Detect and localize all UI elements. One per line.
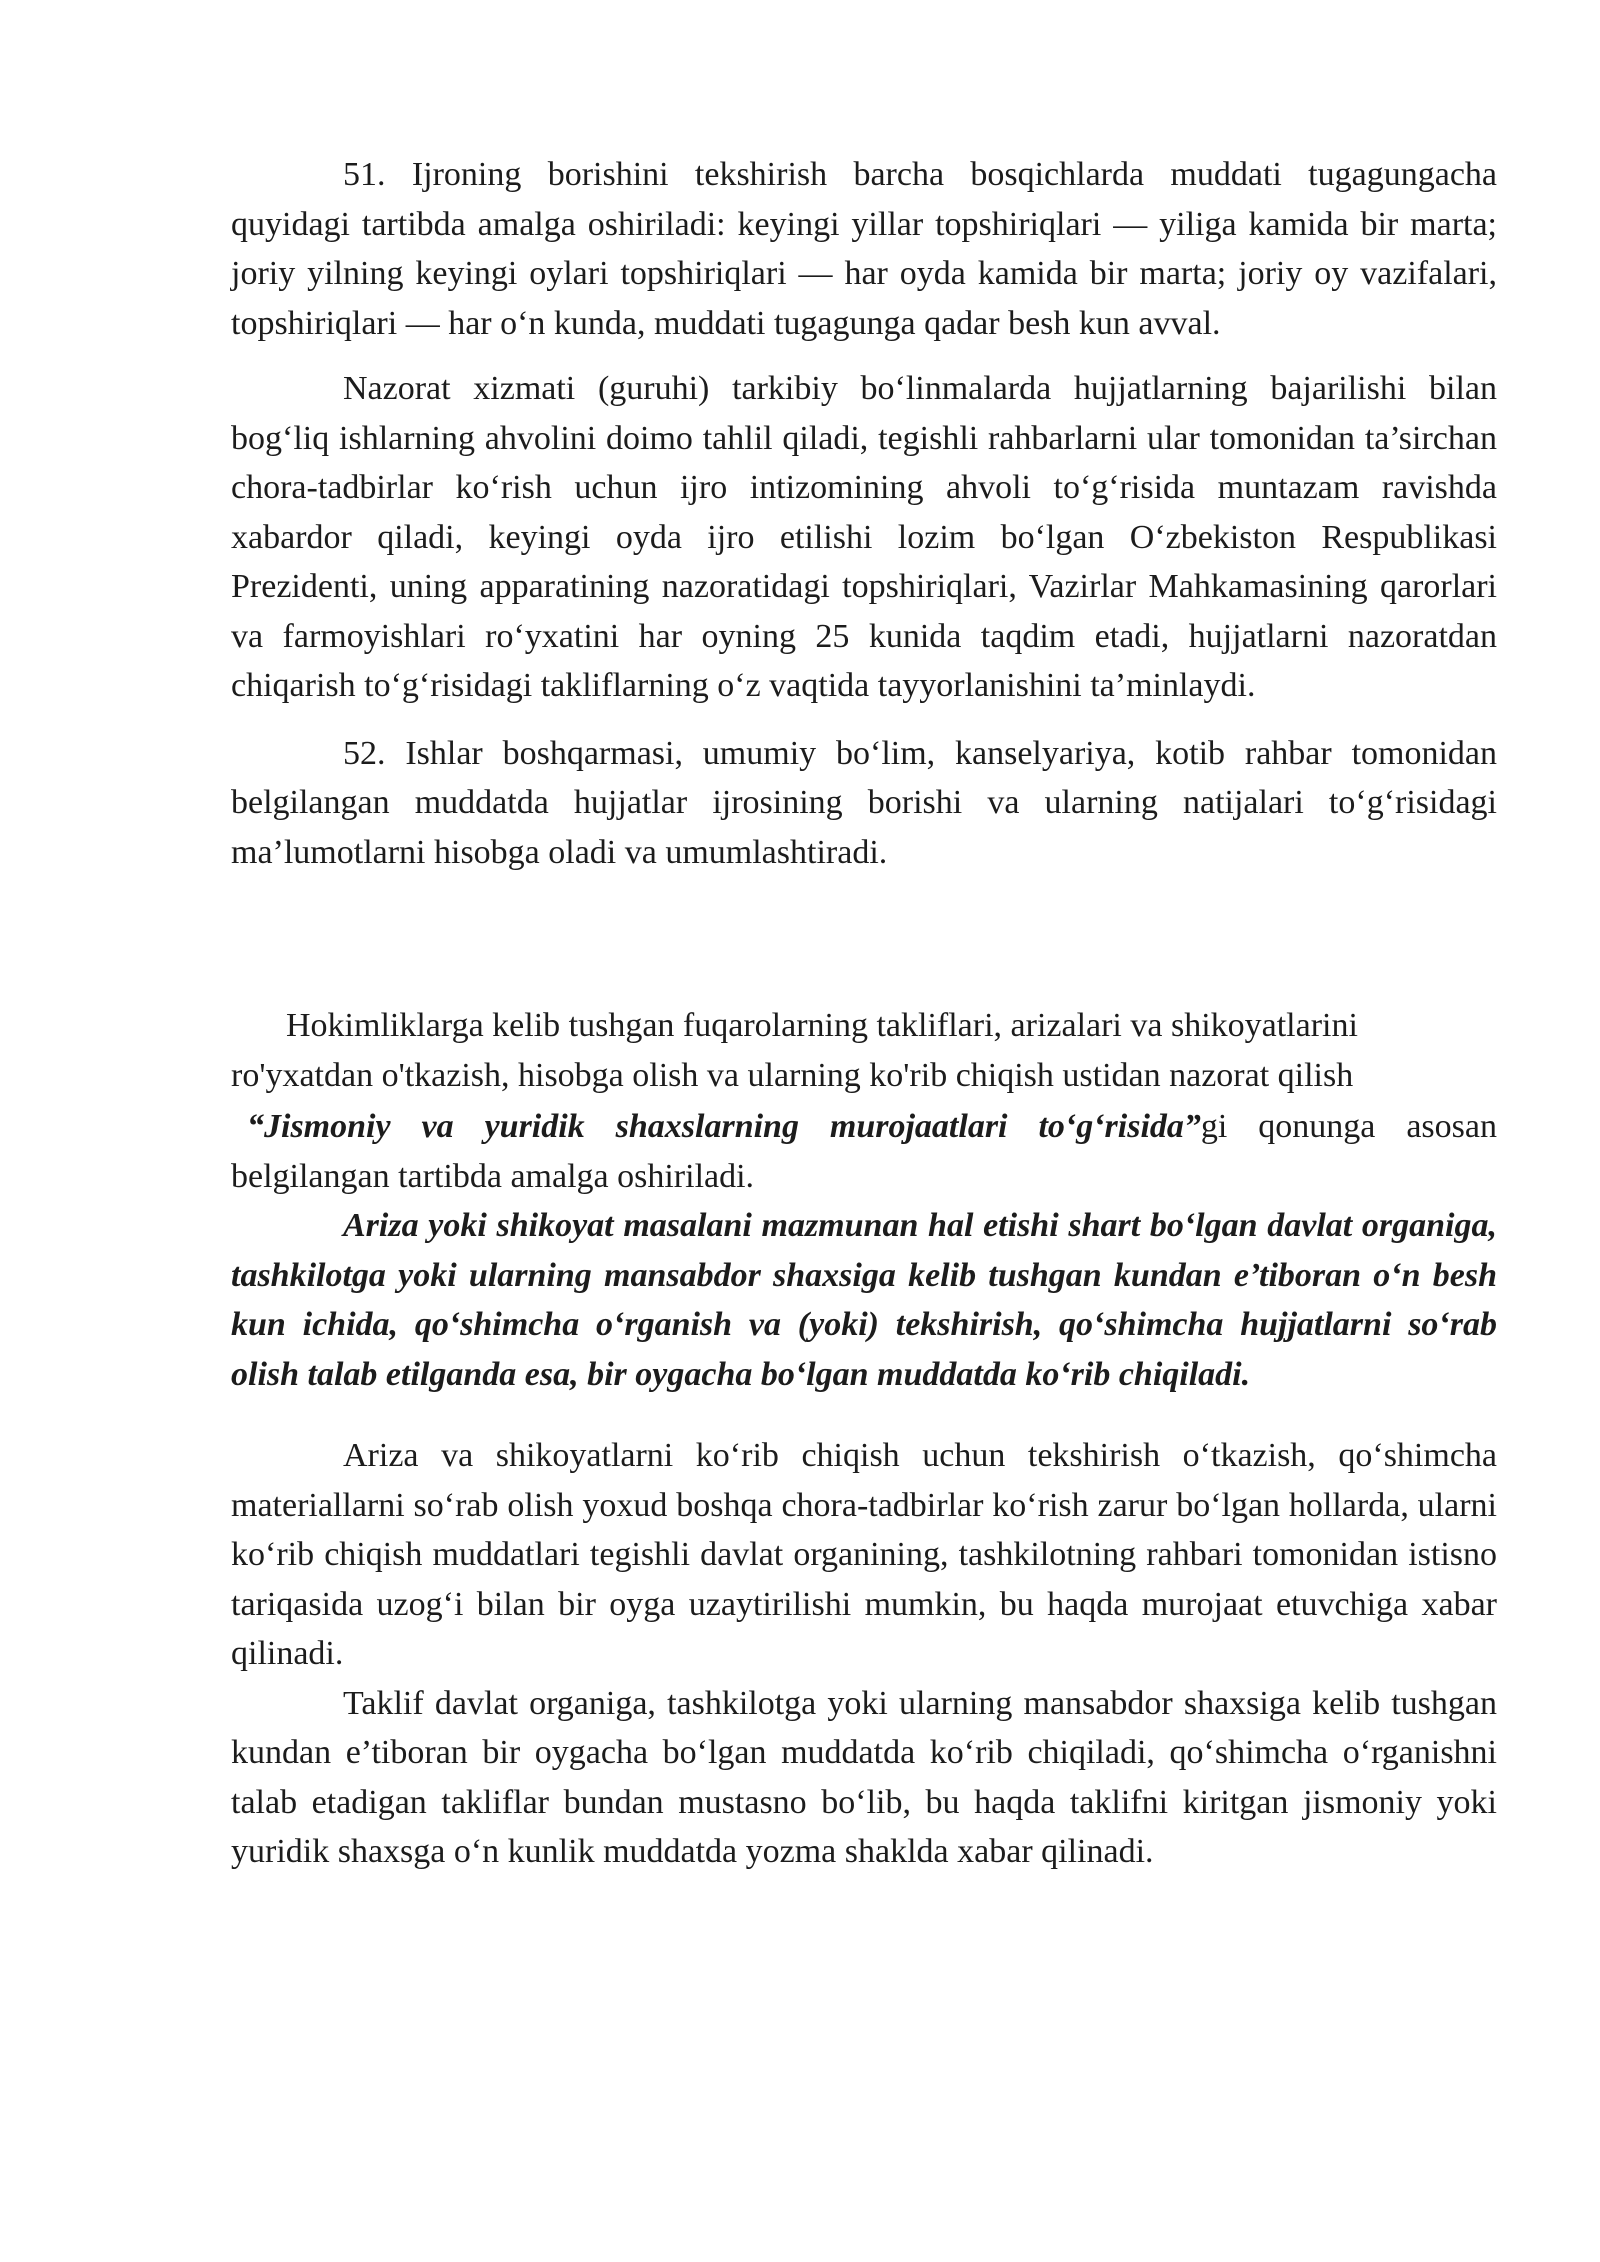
paragraph-ariza-shikoyat-uzaytirish: Ariza va shikoyatlarni ko‘rib chiqish uchun tekshirish o‘tkazish, qo‘shimcha materiallarni so‘rab olish yoxud boshqa chora-tadbirlar ko‘rish zarur bo‘lgan hollarda, ularni ko‘rib chiqish muddatlari tegishli davlat organining, tashkilotning rahbari tomonidan istisno tariqasida uzog‘i bilan bir oyga uzaytirilishi mumkin, bu haqda murojaat etuvchiga xabar qilinadi. [231,1437,1497,1672]
law-title: “Jismoniy va yuridik shaxslarning murojaatlari to‘g‘risida” [247,1108,1201,1145]
paragraph-law-reference [231,1102,1497,1201]
paragraph-nazorat-xizmati: Nazorat xizmati (guruhi) tarkibiy bo‘linmalarda hujjatlarning bajarilishi bilan bog‘liq ishlarning ahvolini doimo tahlil qiladi, tegishli rahbarlarni ular tomonidan ta’sirchan chora-tadbirlar ko‘rish uchun ijro intizomining ahvoli to‘g‘risida muntazam ravishda xabardor qiladi, keyingi oyda ijro etilishi lozim bo‘lgan O‘zbekiston Respublikasi Prezidenti, uning apparatining nazoratidagi topshiriqlari, Vazirlar Mahkamasining qarorlari va farmoyishlari ro‘yxatini har oyning 25 kunida taqdim etadi, hujjatlarni nazoratdan chiqarish to‘g‘risidagi takliflarning o‘z vaqtida tayyorlanishini ta’minlaydi. [231,370,1497,704]
paragraph-taklif: Taklif davlat organiga, tashkilotga yoki ularning mansabdor shaxsiga kelib tushgan kundan e’tiboran bir oygacha bo‘lgan muddatda ko‘rib chiqiladi, qo‘shimcha o‘rganishni talab etadigan takliflar bundan mustasno bo‘lib, bu haqda taklifni kiritgan jismoniy yoki yuridik shaxsga o‘n kunlik muddatda yozma shaklda xabar qilinadi. [231,1684,1497,1870]
law-reference-rest: gi qonunga asosan belgilangan tartibda amalga oshiriladi. [231,1108,1497,1195]
paragraph-ariza-muddati: Ariza yoki shikoyat masalani mazmunan hal etishi shart bo‘lgan davlat organiga, tashkilotga yoki ularning mansabdor shaxsiga kelib tushgan kundan e’tiboran o‘n besh kun ichida, qo‘shimcha o‘rganish va (yoki) tekshirish, qo‘shimcha hujjatlarni so‘rab olish talab etilganda esa, bir oygacha bo‘lgan muddatda ko‘rib chiqiladi. [231,1207,1497,1393]
paragraph-hokimliklar: Hokimliklarga kelib tushgan fuqarolarning takliflari, arizalari va shikoyatlarini ro'yxatdan o'tkazish, hisobga olish va ularning ko'rib chiqish ustidan nazorat qilish [231,1007,1358,1094]
paragraph-51: 51. Ijroning borishini tekshirish barcha bosqichlarda muddati tugagungacha quyidagi tartibda amalga oshiriladi: keyingi yillar topshiriqlari — yiliga kamida bir marta; joriy yilning keyingi oylari topshiriqlari — har oyda kamida bir marta; joriy oy vazifalari, topshiriqlari — har o‘n kunda, muddati tugagunga qadar besh kun avval. [231,156,1497,342]
document-body [231,150,1497,1877]
paragraph-52: 52. Ishlar boshqarmasi, umumiy bo‘lim, kanselyariya, kotib rahbar tomonidan belgilangan muddatda hujjatlar ijrosining borishi va ularning natijalari to‘g‘risidagi ma’lumotlarni hisobga oladi va umumlashtiradi. [231,734,1497,871]
